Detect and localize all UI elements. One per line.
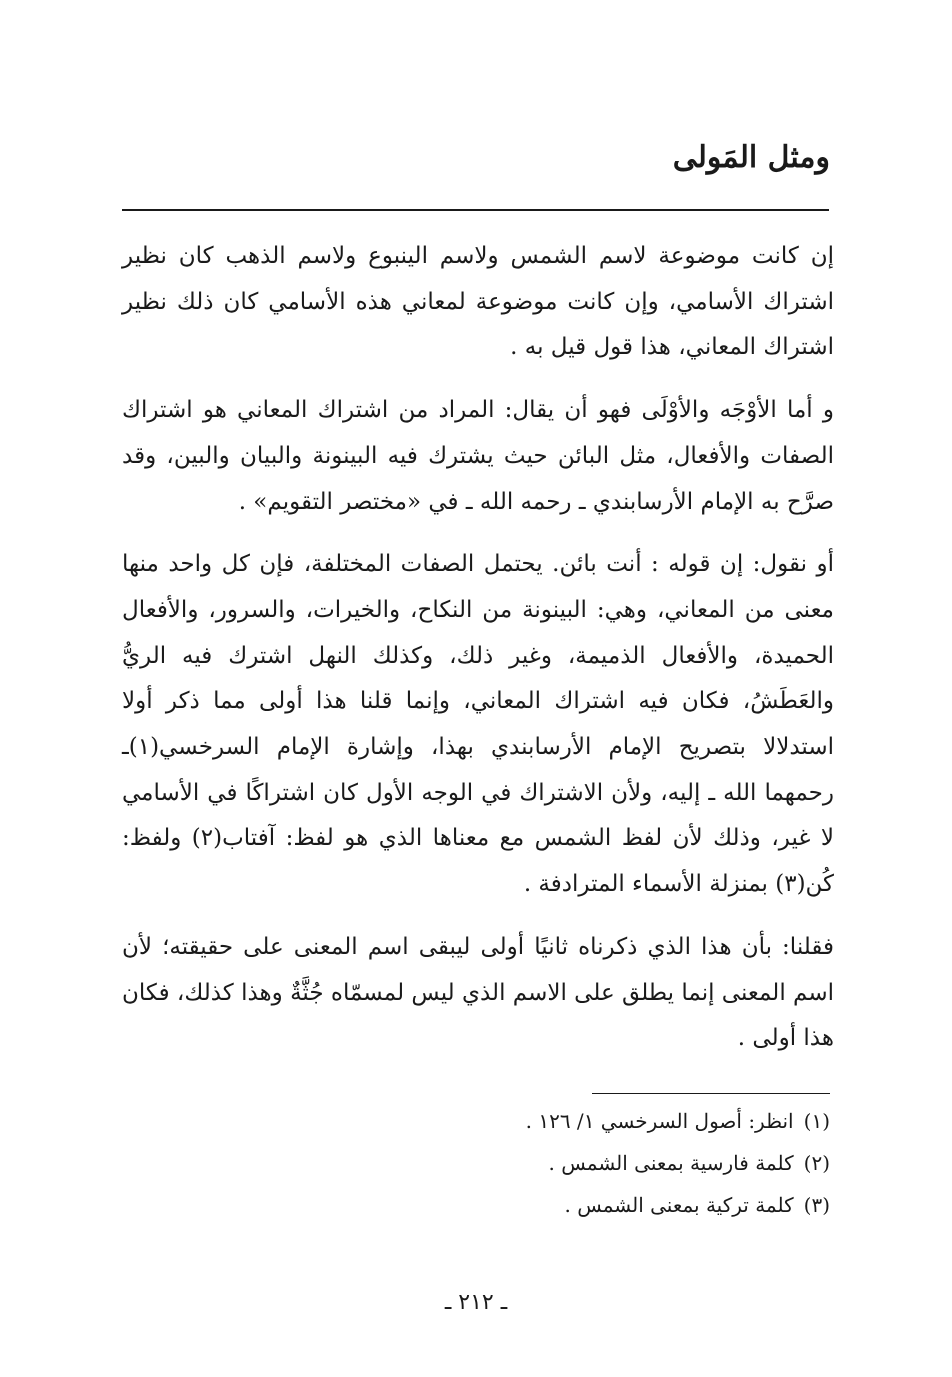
footnote-divider <box>592 1093 830 1094</box>
footnote-number: (٣) <box>803 1193 830 1217</box>
paragraph: فقلنا: بأن هذا الذي ذكرناه ثانيًا أولى ليبقى اسم المعنى على حقيقته؛ لأن اسم المعنى إنما يطلق على الاسم الذي ليس لمسمّاه جُثَّةٌ وهذا كذلك، فكان هذا أولى . <box>122 933 834 1052</box>
paragraph: إن كانت موضوعة لاسم الشمس ولاسم الينبوع ولاسم الذهب كان نظير اشتراك الأسامي، وإن كانت موضوعة لمعاني هذه الأسامي كان ذلك نظير اشتراك المعاني، هذا قول قيل به . <box>122 243 834 361</box>
footnote-text: انظر: أصول السرخسي ١/ ١٢٦ . <box>525 1109 794 1133</box>
footnote <box>118 1184 830 1226</box>
footnote-text: كلمة تركية بمعنى الشمس . <box>564 1193 794 1217</box>
footnote-text: كلمة فارسية بمعنى الشمس . <box>548 1151 794 1175</box>
header-divider <box>122 209 829 211</box>
running-header-title: ومثل المَولى <box>672 140 830 175</box>
footnote-number: (١) <box>803 1109 830 1133</box>
footnote-number: (٢) <box>803 1151 830 1175</box>
footnote <box>118 1100 830 1142</box>
footnote <box>118 1142 830 1184</box>
main-text <box>122 234 834 1079</box>
page-number: ـ ٢١٢ ـ <box>444 1290 508 1315</box>
paragraph: أو نقول: إن قوله : أنت بائن. يحتمل الصفات المختلفة، فإن كل واحد منها معنى من المعاني، وهي: البينونة من النكاح، والخيرات، والسرور، والأفعال الحميدة، والأفعال الذميمة، وغير ذلك، وكذلك النهل اشترك فيه الريُّ والعَطَشُ، فكان فيه اشتراك المعاني، وإنما قلنا هذا أولى مما ذكر أولا استدلالا بتصريح الإمام الأرسابندي بهذا، وإشارة الإمام السرخسي(١)ـ رحمهما الله ـ إليه، ولأن الاشتراك في الوجه الأول كان اشتراكًا في الأسامي لا غير، وذلك لأن لفظ الشمس مع معناها الذي هو لفظ: آفتاب(٢) ولفظ: كُن(٣) بمنزلة الأسماء المترادفة . <box>122 551 834 898</box>
footnotes-list <box>118 1100 830 1226</box>
paragraph: و أما الأوْجَه والأوْلَى فهو أن يقال: المراد من اشتراك المعاني هو اشتراك الصفات والأفعال، مثل البائن حيث يشترك فيه البينونة والبيان والبين، وقد صرَّح به الإمام الأرسابندي ـ رحمه الله ـ في «مختصر التقويم» . <box>122 397 834 515</box>
